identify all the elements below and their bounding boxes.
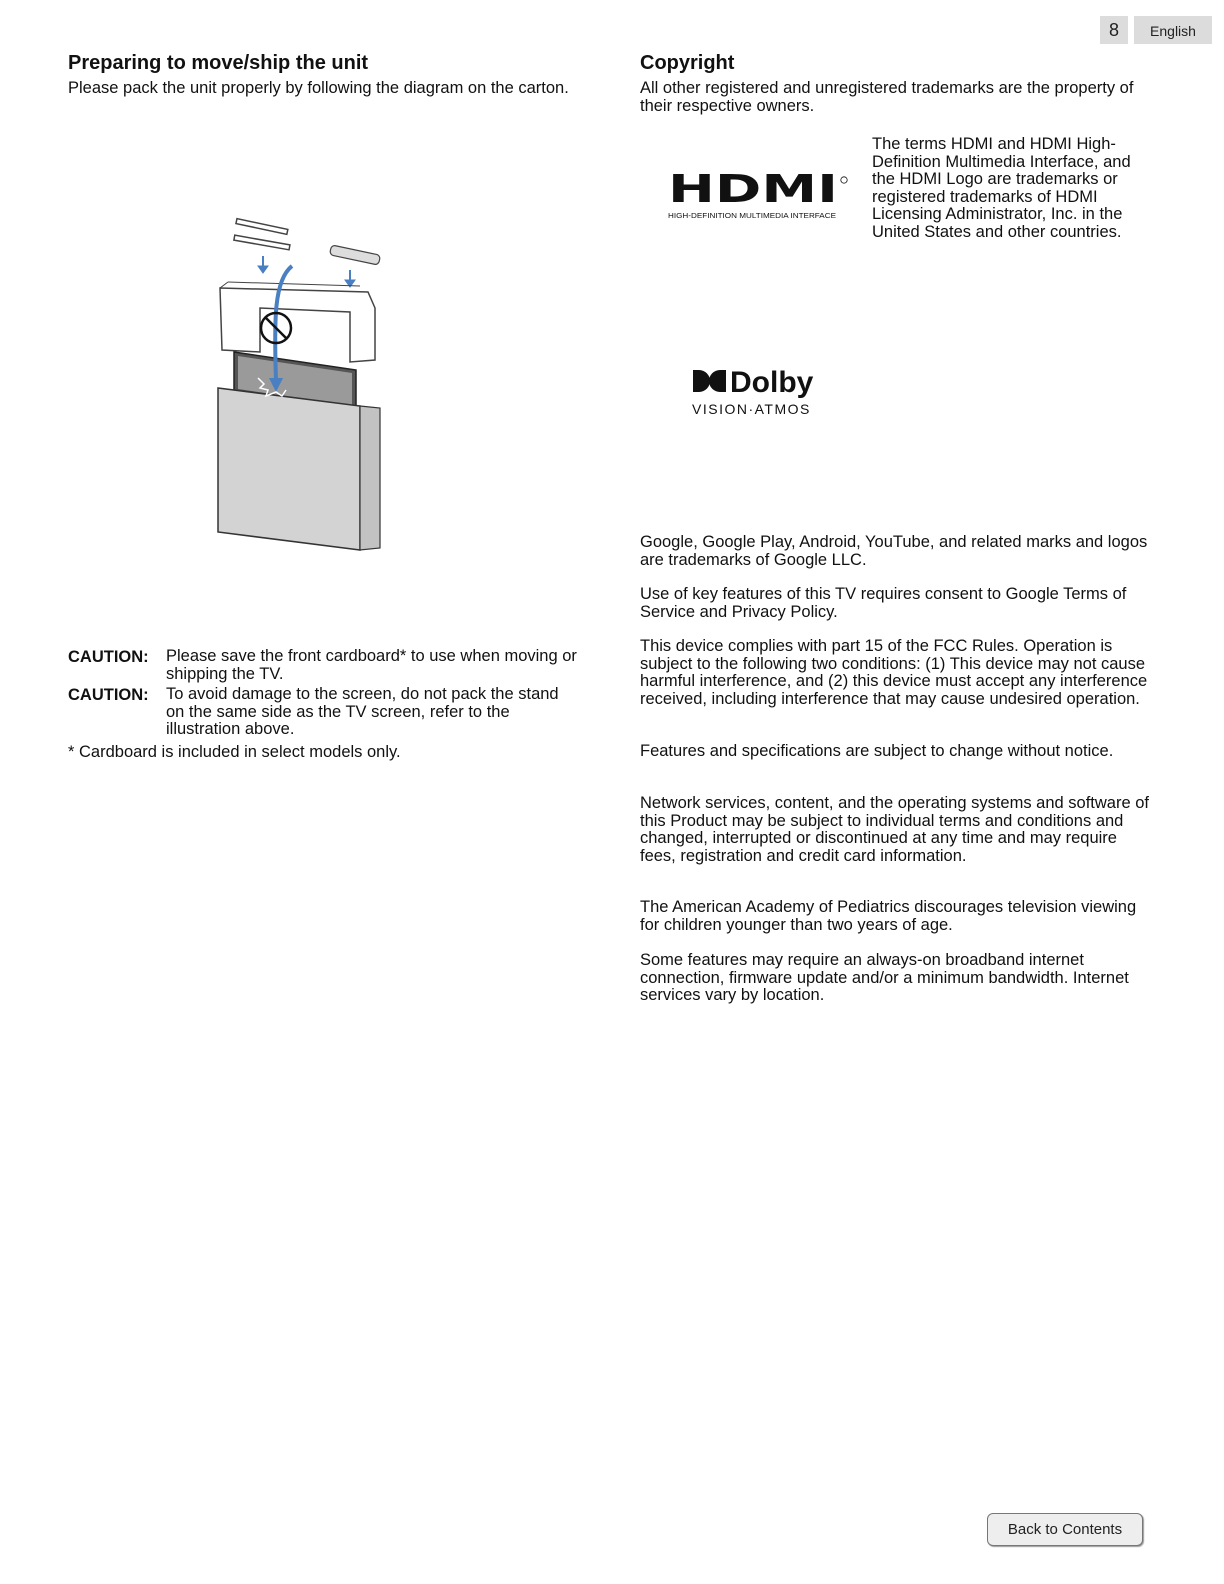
language-tab: English	[1134, 16, 1212, 44]
down-arrow-icon	[258, 256, 355, 287]
packing-illustration	[200, 210, 400, 560]
svg-text:Dolby: Dolby	[730, 366, 814, 399]
remote-icon	[330, 245, 381, 265]
aap-notice: The American Academy of Pediatrics discourages television viewing for children younger than two years of age.	[640, 898, 1137, 934]
caution-label-1: CAUTION:	[68, 648, 149, 666]
caution-text-1: Please save the front cardboard* to use when moving or shipping the TV.	[166, 647, 577, 683]
dolby-logo	[690, 364, 830, 420]
caution-text-2: To avoid damage to the screen, do not pack the stand on the same side as the TV screen, refer to the illustration above.	[166, 685, 559, 738]
broadband-notice: Some features may require an always-on broadband internet connection, firmware update and/or a minimum bandwidth. Internet services vary by location.	[640, 951, 1129, 1004]
features-notice: Features and specifications are subject to change without notice.	[640, 742, 1114, 760]
trademark-intro: All other registered and unregistered trademarks are the property of their respective owners.	[640, 79, 1134, 115]
hdmi-logo	[668, 172, 850, 224]
foam-insert	[220, 288, 375, 362]
back-to-contents-button[interactable]: Back to Contents	[987, 1513, 1143, 1546]
page-number: 8	[1100, 16, 1128, 44]
packing-intro: Please pack the unit properly by following the diagram on the carton.	[68, 79, 569, 97]
svg-text:HDMI: HDMI	[668, 172, 838, 211]
section-title-moving: Preparing to move/ship the unit	[68, 52, 369, 74]
cardboard-footnote: * Cardboard is included in select models only.	[68, 743, 401, 761]
section-title-copyright: Copyright	[640, 52, 735, 74]
google-terms: Use of key features of this TV requires consent to Google Terms of Service and Privacy Policy.	[640, 585, 1127, 621]
dolby-double-d-icon	[693, 370, 726, 392]
caution-label-2: CAUTION:	[68, 686, 149, 704]
hdmi-trademark-text: The terms HDMI and HDMI High-Definition Multimedia Interface, and the HDMI Logo are trademarks or registered trademarks of HDMI Licensing Administrator, Inc. in the United States and other countries.	[872, 135, 1131, 241]
svg-text:HIGH-DEFINITION MULTIMEDIA INT: HIGH-DEFINITION MULTIMEDIA INTERFACE	[668, 213, 837, 220]
carton-box	[218, 388, 360, 550]
svg-text:VISION·ATMOS: VISION·ATMOS	[692, 401, 811, 417]
network-services: Network services, content, and the operating systems and software of this Product may be subject to individual terms and conditions and changed, interrupted or discontinued at any time and may require fees, registration and credit card information.	[640, 794, 1150, 865]
google-trademarks: Google, Google Play, Android, YouTube, and related marks and logos are trademarks of Google LLC.	[640, 533, 1148, 569]
stand-feet	[234, 219, 290, 250]
fcc-statement: This device complies with part 15 of the FCC Rules. Operation is subject to the following two conditions: (1) This device may not cause harmful interference, and (2) this device must accept any interference received, including interference that may cause undesired operation.	[640, 637, 1148, 708]
